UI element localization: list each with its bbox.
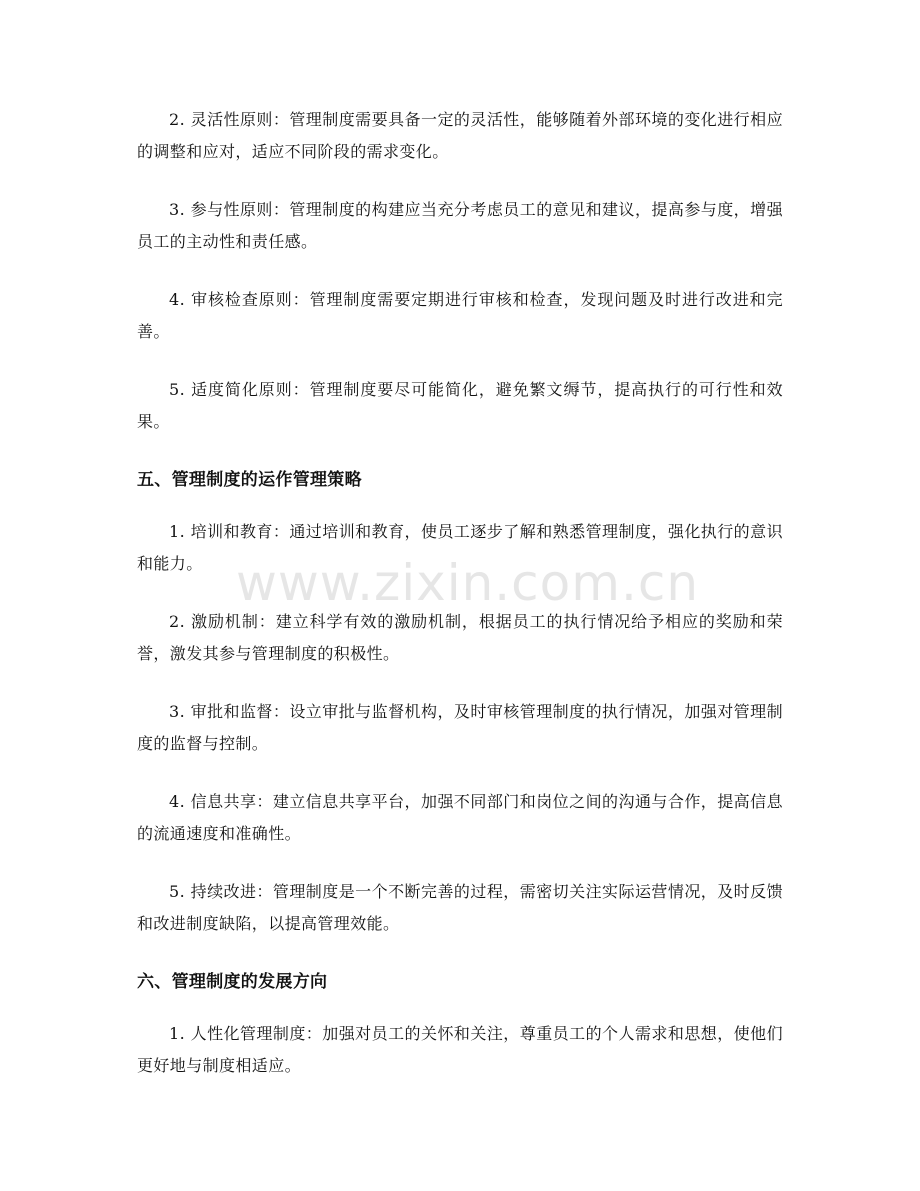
document-body	[137, 104, 783, 1108]
section-heading-development-direction: 六、管理制度的发展方向	[137, 972, 328, 992]
paragraph-training: 1. 培训和教育：通过培训和教育，使员工逐步了解和熟悉管理制度，强化执行的意识和能力。	[137, 522, 783, 573]
paragraph-humanized-management: 1. 人性化管理制度：加强对员工的关怀和关注，尊重员工的个人需求和思想，使他们更好地与制度相适应。	[137, 1024, 783, 1075]
paragraph-incentive: 2. 激励机制：建立科学有效的激励机制，根据员工的执行情况给予相应的奖励和荣誉，激发其参与管理制度的积极性。	[137, 612, 783, 663]
watermark: www.zixin.com.cn	[236, 554, 700, 612]
paragraph-approval-supervision: 3. 审批和监督：设立审批与监督机构，及时审核管理制度的执行情况，加强对管理制度的监督与控制。	[137, 702, 783, 753]
paragraph-participation-principle: 3. 参与性原则：管理制度的构建应当充分考虑员工的意见和建议，提高参与度，增强员工的主动性和责任感。	[137, 200, 783, 251]
paragraph-simplification-principle: 5. 适度简化原则：管理制度要尽可能简化，避免繁文缛节，提高执行的可行性和效果。	[137, 380, 783, 431]
paragraph-flexibility-principle: 2. 灵活性原则：管理制度需要具备一定的灵活性，能够随着外部环境的变化进行相应的调整和应对，适应不同阶段的需求变化。	[137, 110, 783, 161]
section-heading-operation-strategy: 五、管理制度的运作管理策略	[137, 470, 362, 490]
paragraph-continuous-improvement: 5. 持续改进：管理制度是一个不断完善的过程，需密切关注实际运营情况，及时反馈和改进制度缺陷，以提高管理效能。	[137, 882, 783, 933]
paragraph-review-principle: 4. 审核检查原则：管理制度需要定期进行审核和检查，发现问题及时进行改进和完善。	[137, 290, 783, 341]
paragraph-information-sharing: 4. 信息共享：建立信息共享平台，加强不同部门和岗位之间的沟通与合作，提高信息的流通速度和准确性。	[137, 792, 783, 843]
